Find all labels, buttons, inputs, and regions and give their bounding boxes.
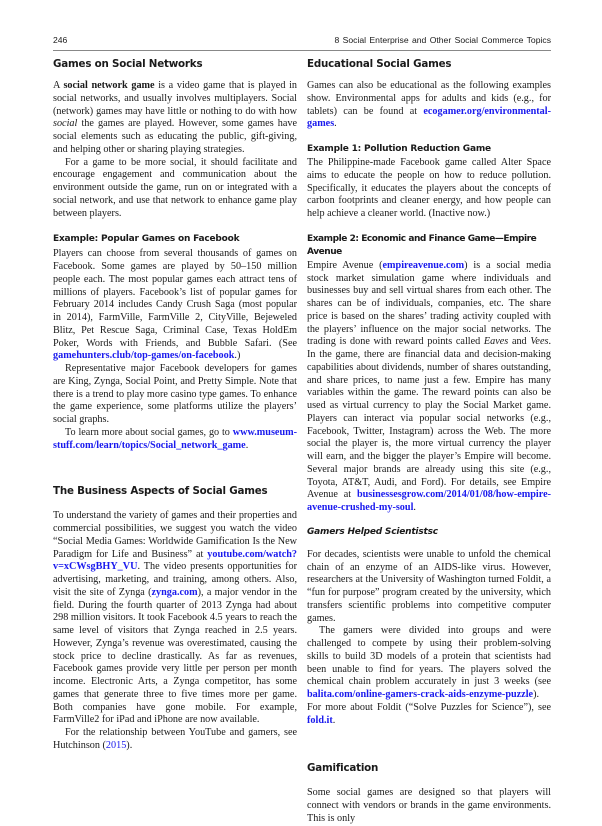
- text-run: is a video game that is played in social networks, and usually involves multiplayers. Social (network) games may have little or nothing to do with how: [53, 80, 298, 117]
- paragraph: [307, 80, 551, 131]
- url-link[interactable]: balita.com/online-gamers-crack-aids-enzyme-puzzle: [307, 689, 534, 700]
- text-run: ). For more about Foldit (“Solve Puzzles for Science”), see: [307, 689, 551, 713]
- heading-gamers-helped: Gamers Helped Scientistsc: [307, 526, 438, 537]
- section-gamification-body: [307, 787, 551, 825]
- url-link[interactable]: businessesgrow.com/2014/01/08/how-empire-avenue-crushed-my-soul: [307, 489, 551, 513]
- paragraph: [307, 260, 551, 515]
- url-link[interactable]: fold.it: [307, 714, 333, 726]
- text-run: ).: [126, 739, 133, 751]
- section-ex1-body: [307, 157, 551, 221]
- italic-term: social: [53, 118, 78, 130]
- section-ex2-body: [307, 260, 551, 515]
- paragraph: [53, 510, 297, 727]
- paragraph: [53, 248, 297, 363]
- section-example-body: [53, 248, 297, 452]
- url-link[interactable]: youtube.com/watch?v=xCWsgBHY_VU: [53, 548, 297, 573]
- section-edu-body: [307, 80, 551, 131]
- section-business-body: [53, 510, 297, 752]
- paragraph: [53, 427, 297, 453]
- section-games-body: [53, 80, 297, 220]
- heading-games-on-social-networks: Games on Social Networks: [53, 58, 203, 70]
- text-run: . In the game, there are financial data and decision-making capabilities about dividends, number of shares outstanding, and share prices, to name just a few. Empire has many variables within the game. The reward points can also be used as virtual currency to play the Social Market game. Players can interact via popular social networks (e.g., Facebook, Twitter, Instagram) across the Web. The more social the player is, the more virtual currency the player will earn, and the bigger the player’s Empire will become. Several major brands are already using this site (e.g., Toyota, AT&T, Audi, and Ford). For details, see Empire Avenue at: [307, 336, 551, 501]
- italic-term: Eaves: [483, 336, 509, 348]
- section-gamers-body: [307, 549, 551, 728]
- text-run: and: [508, 336, 531, 348]
- text-run: For the relationship between YouTube and gamers, see Hutchinson (: [53, 727, 297, 751]
- text-run: The gamers were divided into groups and were challenged to compete by using their problem-solving skills to build 3D models of a protein that scientists had been unable to find for years. The players solved the chemical chain problem accurately in just 3 weeks (see: [307, 625, 551, 688]
- text-run: For a game to be more social, it should facilitate and encourage engagement and communication about the environment outside the game, run on or integrated with a social network, and use that network to enhance game play between players.: [53, 156, 297, 219]
- bold-term: social network game: [63, 80, 155, 91]
- paragraph: [53, 157, 297, 221]
- running-header: 8 Social Enterprise and Other Social Commerce Topics: [334, 35, 551, 45]
- heading-educational-games: Educational Social Games: [307, 58, 452, 70]
- heading-example-facebook: Example: Popular Games on Facebook: [53, 234, 240, 245]
- heading-gamification: Gamification: [307, 762, 379, 775]
- text-run: .: [332, 714, 336, 726]
- right-column: [307, 57, 551, 826]
- text-run: . The video presents opportunities for advertising, marketing, and training, among others. Also, visit the site of Zynga (: [53, 561, 297, 598]
- text-run: the games are played. However, some games have social elements such as educating the public, gift-giving, and helping other or sharing playing strategies.: [53, 118, 297, 155]
- url-link[interactable]: www.museum-stuff.com/learn/topics/Social_network_game: [53, 426, 297, 451]
- url-link[interactable]: ecogamer.org/environmental-games: [307, 105, 551, 130]
- text-run: A: [53, 80, 64, 91]
- text-run: .: [334, 118, 337, 130]
- text-run: Representative major Facebook developers for games are King, Zynga, Social Point, and Pretty Simple. Note that there is a trend to play more casino type games. To enhance the game experience, some platforms utilize the players’ social graphs.: [53, 363, 297, 425]
- url-link[interactable]: gamehunters.club/top-games/on-facebook: [53, 350, 235, 362]
- url-link[interactable]: empireavenue.com: [382, 259, 465, 271]
- paragraph: [53, 363, 297, 427]
- left-column: [53, 57, 297, 753]
- header-rule: [53, 50, 551, 51]
- text-run: Games can also be educational as the following examples show. Environmental apps for adults and kids (e.g., for tablets) can be found at: [307, 80, 551, 117]
- citation-link[interactable]: 2015: [105, 739, 127, 751]
- paragraph: [307, 625, 551, 727]
- text-run: ) is a social media stock market simulation game where individuals and businesses buy and sell virtual shares from each other. The shares can be of individuals, companies, etc. The share price is based on the shares’ trading activity coupled with the players’ influence on the major social networks. The trading is done with reward points called: [307, 259, 551, 348]
- text-run: To understand the variety of games and their properties and commercial possibilities, we suggest you watch the video “Social Media Games: Worldwide Gamification Is the New Paradigm for Life and Business” at: [53, 510, 297, 560]
- text-run: To learn more about social games, go to: [65, 426, 233, 438]
- text-run: .): [234, 350, 241, 362]
- paragraph: [53, 727, 297, 753]
- heading-business-aspects: The Business Aspects of Social Games: [53, 485, 268, 498]
- text-run: .: [413, 502, 416, 513]
- paragraph: [307, 157, 551, 221]
- text-run: Players can choose from several thousands of games on Facebook. Some games are played by 50–150 million people each. The most popular games each attract tens of millions of players. Facebook’s list of popular games for February 2014 includes Candy Crush Saga (most popular in 2014), FarmVille, FarmVille 2, CityVille, Bejeweled Blitz, Pet Rescue Saga, Criminal Case, Texas HoldEm Poker, Words with Friends, and Bubble Safari. (See: [53, 248, 297, 349]
- text-run: The Philippine-made Facebook game called Alter Space aims to educate the people on how to reduce pollution. Specifically, it educates the players about the concepts of carbon footprints and cleaner energy, and how people can help achieve a cleaner world. (Inactive now.): [307, 157, 551, 219]
- paragraph: [53, 80, 297, 157]
- text-run: For decades, scientists were unable to unfold the chemical chain of an enzyme of an AIDS-like virus. However, researchers at the University of Washington turned Foldit, a “fun for purpose” program created by the university, which transfers scientific problems into competitive computer games.: [307, 548, 551, 624]
- paragraph: [307, 549, 551, 626]
- paragraph: [307, 787, 551, 825]
- page-number: 246: [53, 35, 68, 45]
- text-run: .: [245, 439, 249, 451]
- text-run: Empire Avenue (: [307, 259, 383, 271]
- italic-term: Vees: [530, 336, 549, 348]
- heading-example-1: Example 1: Pollution Reduction Game: [307, 144, 491, 154]
- heading-example-2: Example 2: Economic and Finance Game—Empire Avenue: [307, 233, 537, 257]
- text-run: ), a major vendor in the field. During the fourth quarter of 2013 Zynga had about 298 million visitors. It took Facebook 4.5 years to reach the same level of visitors that Zynga reached in 2.5 years. However, Zynga’s revenue was overestimated, causing the stock price to decline drastically. As far as revenues, Facebook games provide very little per person per month income. Electronic Arts, a Zynga competitor, has some games that generate three to five times more per game. Both companies have gone mobile. For example, FarmVille2 for iPad and iPhone are now available.: [53, 586, 297, 726]
- text-run: Some social games are designed so that players will connect with vendors or brands in the game environments. This is only: [307, 787, 551, 824]
- url-link[interactable]: zynga.com: [151, 586, 198, 598]
